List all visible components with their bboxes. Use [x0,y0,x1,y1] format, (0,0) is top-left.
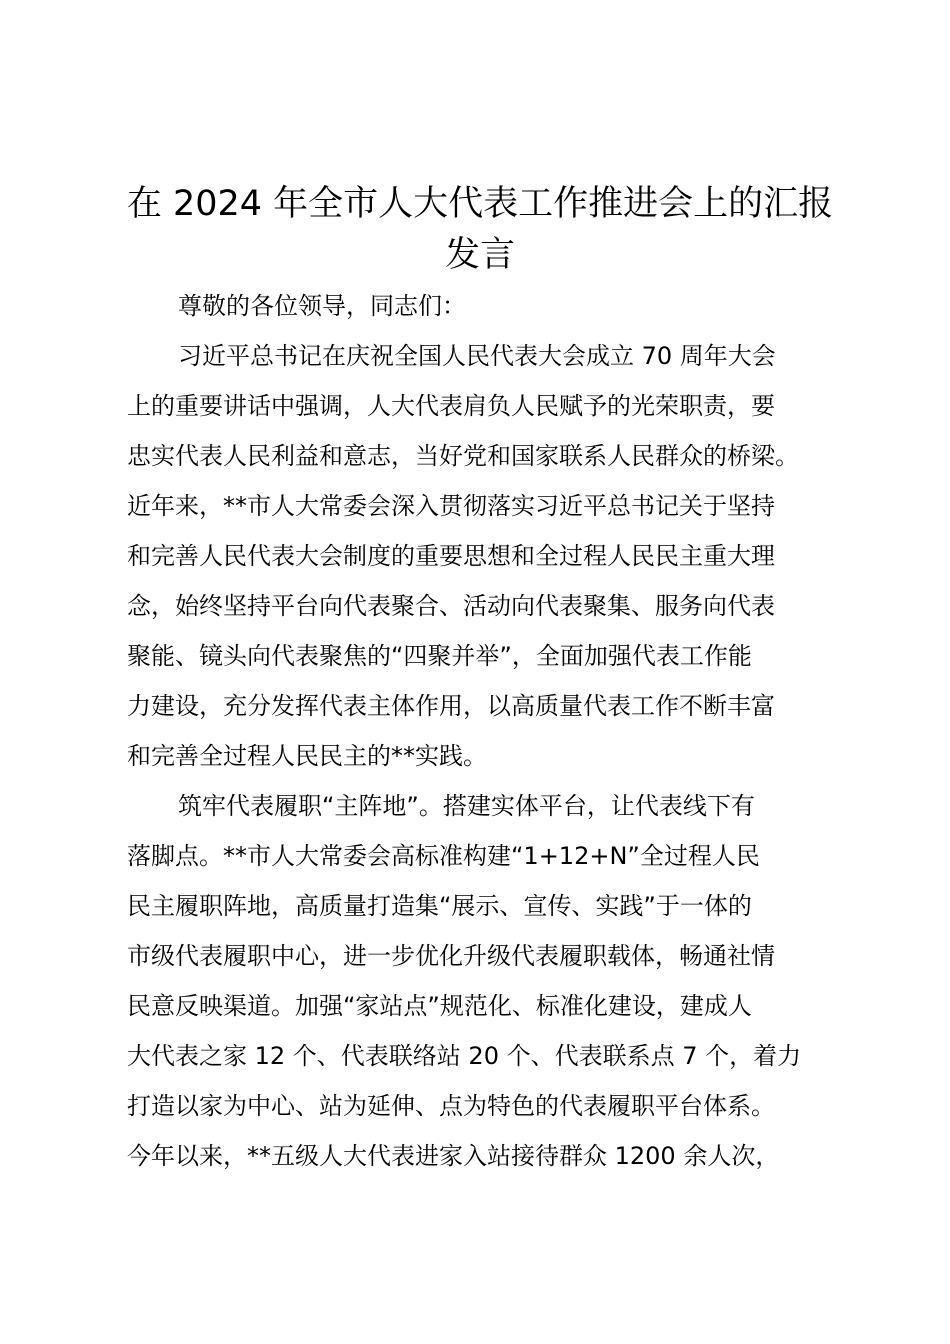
body-line: 大代表之家 12 个、代表联络站 20 个、代表联系点 7 个，着力 [127,1042,802,1070]
body-line: 聚能、镜头向代表聚焦的“四聚并举”，全面加强代表工作能 [127,642,752,670]
body-line: 忠实代表人民利益和意志，当好党和国家联系人民群众的桥梁。 [127,442,799,470]
body-line: 落脚点。**市人大常委会高标准构建“1+12+N”全过程人民 [127,842,760,870]
body-line: 习近平总书记在庆祝全国人民代表大会成立 70 周年大会 [178,342,776,370]
body-line: 民主履职阵地，高质量打造集“展示、宣传、实践”于一体的 [127,892,752,920]
document-title-line-1: 在 2024 年全市人大代表工作推进会上的汇报 [126,184,834,224]
body-line: 今年以来，**五级人大代表进家入站接待群众 1200 余人次， [127,1142,780,1170]
body-line: 近年来，**市人大常委会深入贯彻落实习近平总书记关于坚持 [127,492,775,520]
body-line: 力建设，充分发挥代表主体作用，以高质量代表工作不断丰富 [127,692,775,720]
document-title-line-2: 发言 [444,235,515,275]
body-line: 市级代表履职中心，进一步优化升级代表履职载体，畅通社情 [127,942,775,970]
body-line: 筑牢代表履职“主阵地”。搭建实体平台，让代表线下有 [178,792,755,820]
body-line: 民意反映渠道。加强“家站点”规范化、标准化建设，建成人 [127,992,752,1020]
body-line: 打造以家为中心、站为延伸、点为特色的代表履职平台体系。 [127,1092,775,1120]
body-line: 念，始终坚持平台向代表聚合、活动向代表聚集、服务向代表 [127,592,775,620]
body-line: 和完善全过程人民民主的**实践。 [127,742,487,770]
body-line: 上的重要讲话中强调，人大代表肩负人民赋予的光荣职责，要 [127,392,775,420]
salutation: 尊敬的各位领导，同志们： [178,292,466,320]
body-line: 和完善人民代表大会制度的重要思想和全过程人民民主重大理 [127,542,775,570]
